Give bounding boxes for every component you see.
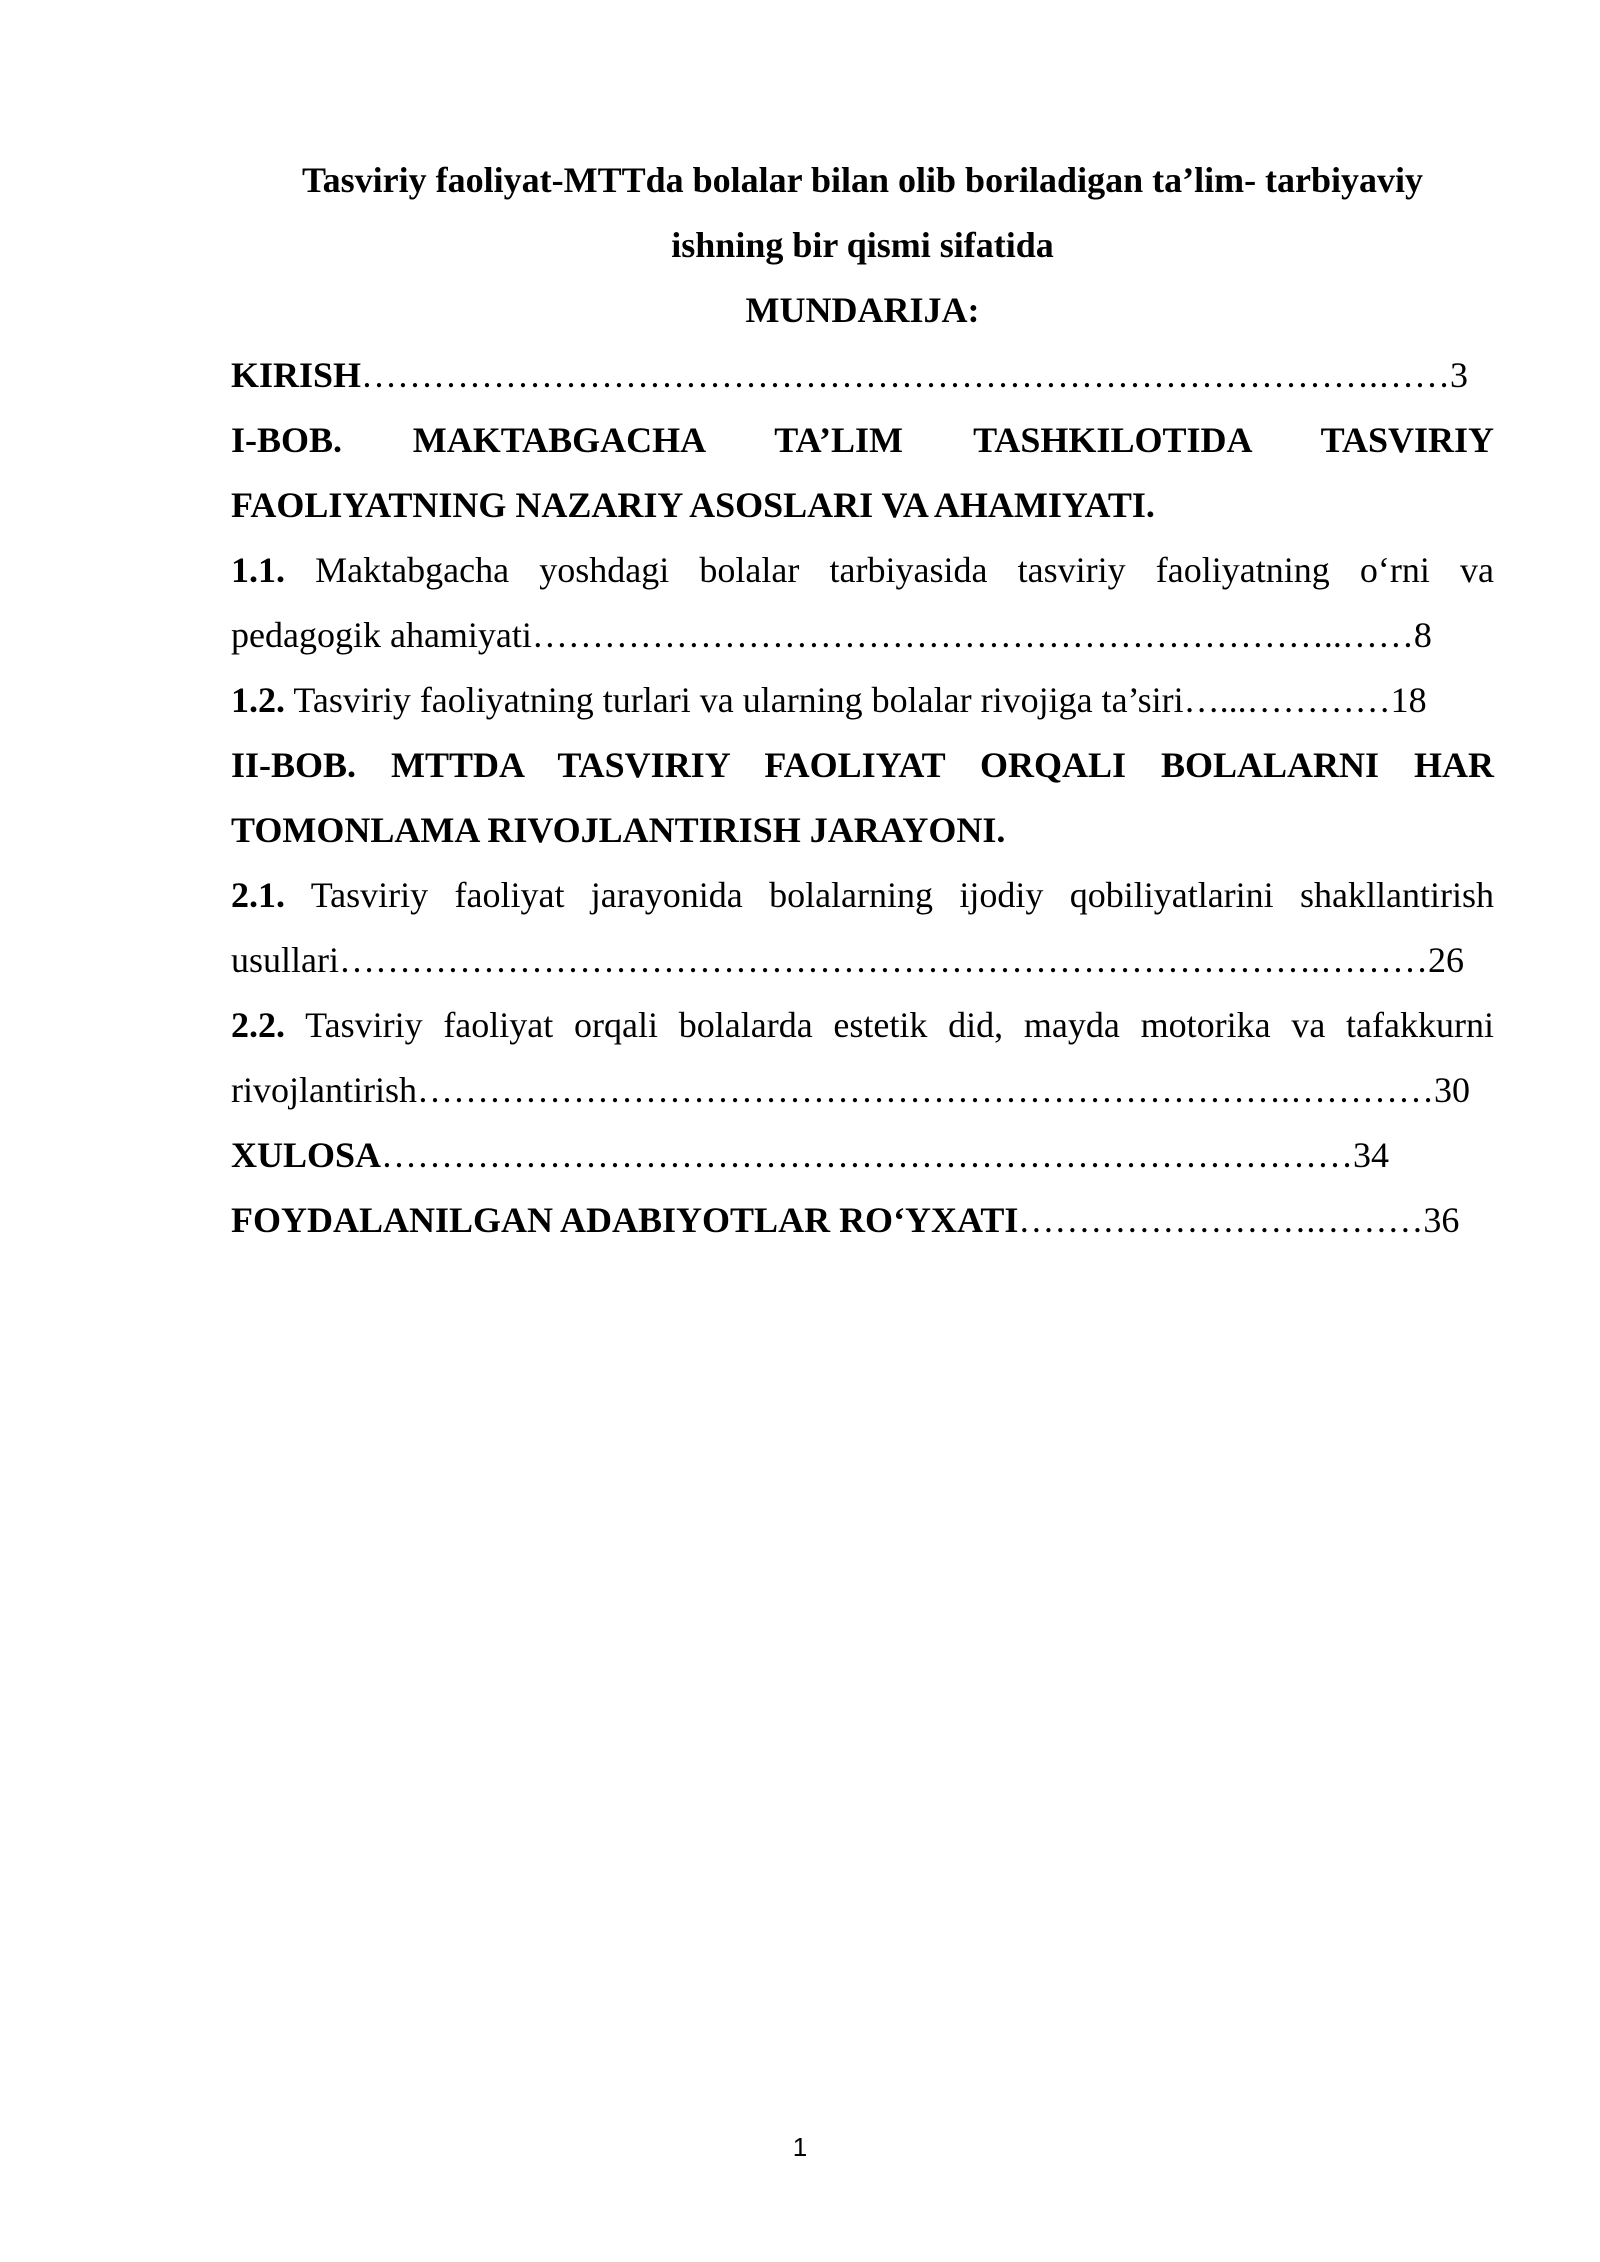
toc-leader-dots: ……………………………………………………………….…………	[416, 1070, 1434, 1110]
toc-chapter-1-line-2: FAOLIYATNING NAZARIY ASOSLARI VA AHAMIYATI.	[231, 485, 1155, 525]
toc-section-1-1-line-2	[231, 603, 1494, 668]
toc-section-text: Tasviriy faoliyatning turlari va ularning bolalar rivojiga ta’siri	[293, 680, 1184, 720]
document-title-line-2: ishning bir qismi sifatida	[671, 225, 1054, 265]
toc-section-number: 2.1.	[231, 875, 285, 915]
toc-page-number: 36	[1423, 1200, 1460, 1240]
toc-page-number: 34	[1353, 1135, 1390, 1175]
toc-chapter-2-line-1: II-BOB. MTTDA TASVIRIY FAOLIYAT ORQALI BOLALARNI HAR	[231, 745, 1494, 785]
page-number: 1	[792, 2132, 808, 2162]
toc-section-number: 2.2.	[231, 1005, 285, 1045]
toc-section-2-1-line-1	[231, 863, 1494, 928]
toc-section-text: Tasviriy faoliyat jarayonida bolalarning ijodiy qobiliyatlarini shakllantirish	[310, 875, 1494, 915]
toc-section-number: 1.1.	[231, 550, 285, 590]
toc-section-2-2-line-1	[231, 993, 1494, 1058]
toc-leader-dots: ………………………………………………………………………	[381, 1135, 1354, 1175]
toc-entry-label: FOYDALANILGAN ADABIYOTLAR RO‘YXATI	[231, 1200, 1019, 1240]
toc-section-2-1-line-2	[231, 928, 1494, 993]
toc-chapter-1-line-1: I-BOB. MAKTABGACHA TA’LIM TASHKILOTIDA TASVIRIY	[231, 420, 1494, 460]
toc-section-text: pedagogik ahamiyati	[231, 615, 532, 655]
toc-entry-xulosa	[231, 1123, 1494, 1188]
toc-section-2-2-line-2	[231, 1058, 1494, 1123]
toc-section-1-2	[231, 668, 1494, 733]
toc-page-number: 26	[1427, 940, 1464, 980]
toc-page-number: 30	[1433, 1070, 1470, 1110]
toc-section-text: rivojlantirish	[231, 1070, 417, 1110]
toc-entry-label: XULOSA	[231, 1135, 382, 1175]
toc-entry-kirish	[231, 343, 1494, 408]
toc-section-1-1-line-1	[231, 538, 1494, 603]
toc-leader-dots: ……………………………………………………………………….………	[338, 940, 1428, 980]
toc-entry-label: KIRISH	[231, 355, 362, 395]
toc-entry-adabiyotlar	[231, 1188, 1494, 1253]
toc-leader-dots: …………………….………	[1018, 1200, 1424, 1240]
toc-heading: MUNDARIJA:	[745, 290, 980, 330]
toc-page-number: 18	[1390, 680, 1427, 720]
toc-section-text: Maktabgacha yoshdagi bolalar tarbiyasida tasviriy faoliyatning o‘rni va	[315, 550, 1494, 590]
toc-leader-dots: …...…………	[1183, 680, 1391, 720]
toc-section-number: 1.2.	[231, 680, 285, 720]
toc-chapter-2-line-2: TOMONLAMA RIVOJLANTIRISH JARAYONI.	[231, 810, 1006, 850]
toc-section-text: usullari	[231, 940, 339, 980]
toc-leader-dots: ………………………………………………………………………….……	[361, 355, 1451, 395]
toc-section-text: Tasviriy faoliyat orqali bolalarda estetik did, mayda motorika va tafakkurni	[305, 1005, 1494, 1045]
toc-page-number: 8	[1413, 615, 1432, 655]
document-content	[231, 148, 1494, 1253]
document-title-line-1: Tasviriy faoliyat-MTTda bolalar bilan olib boriladigan ta’lim- tarbiyaviy	[301, 160, 1424, 200]
toc-leader-dots: …………………………………………………………..……	[531, 615, 1414, 655]
toc-page-number: 3	[1450, 355, 1469, 395]
